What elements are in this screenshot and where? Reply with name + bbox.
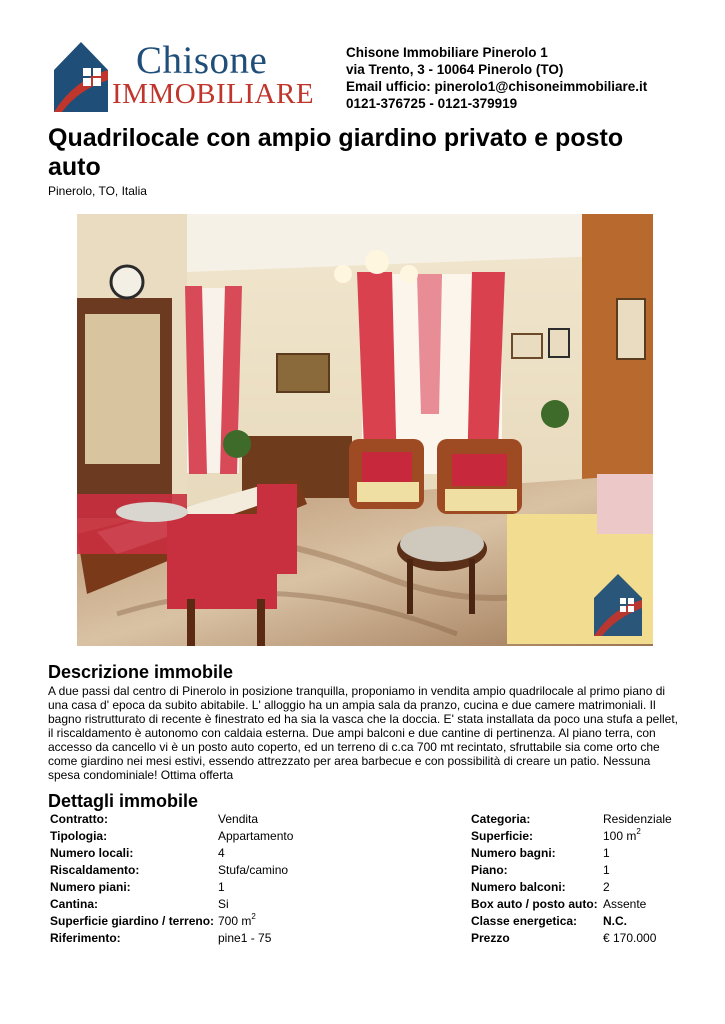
details-row: [48, 931, 688, 948]
detail-value: € 170.000: [603, 931, 657, 945]
detail-label: Piano:: [471, 863, 508, 877]
details-row: [48, 812, 688, 829]
detail-label: Numero balconi:: [471, 880, 566, 894]
detail-label: Superficie giardino / terreno:: [50, 914, 215, 928]
detail-value: Appartamento: [218, 829, 294, 843]
detail-label: Tipologia:: [50, 829, 108, 843]
detail-value: 4: [218, 846, 225, 860]
logo-wordmark-bottom: IMMOBILIARE: [112, 78, 315, 110]
details-row: [48, 863, 688, 880]
listing-location: Pinerolo, TO, Italia: [48, 184, 147, 198]
detail-label: Cantina:: [50, 897, 98, 911]
detail-label: Box auto / posto auto:: [471, 897, 598, 911]
house-logo-icon: [52, 40, 110, 114]
logo-wordmark-top: Chisone: [136, 39, 268, 82]
detail-value: Vendita: [218, 812, 259, 826]
details-heading: Dettagli immobile: [48, 791, 199, 811]
details-row: [48, 880, 688, 897]
detail-label: Riscaldamento:: [50, 863, 140, 877]
detail-label: Classe energetica:: [471, 914, 578, 928]
header: [48, 38, 688, 118]
detail-value: Stufa/camino: [218, 863, 289, 877]
details-row: [48, 914, 688, 931]
office-phones[interactable]: 0121-376725 - 0121-379919: [346, 96, 518, 111]
living-room-image: [77, 214, 653, 646]
listing-title: Quadrilocale con ampio giardino privato e posto auto: [48, 124, 624, 181]
detail-value: N.C.: [603, 914, 627, 928]
details-row: [48, 846, 688, 863]
detail-value: 700 $m^2$: [218, 912, 256, 928]
office-email[interactable]: Email ufficio: pinerolo1@chisoneimmobiliare.it: [346, 79, 648, 94]
detail-value: 2: [603, 880, 610, 894]
detail-value: 1: [603, 863, 610, 877]
detail-label: Superficie:: [471, 829, 534, 843]
detail-label: Numero locali:: [50, 846, 134, 860]
detail-label: Riferimento:: [50, 931, 121, 945]
office-contact: [346, 44, 647, 112]
company-logo: [52, 40, 327, 114]
detail-value: pine1 - 75: [218, 931, 272, 945]
office-name: Chisone Immobiliare Pinerolo 1: [346, 45, 548, 60]
description-heading: Descrizione immobile: [48, 662, 234, 682]
detail-value: 100 $m^2$: [603, 827, 641, 843]
detail-value: Si: [218, 897, 229, 911]
detail-value: Residenziale: [603, 812, 672, 826]
details-row: [48, 829, 688, 846]
detail-label: Contratto:: [50, 812, 108, 826]
detail-label: Prezzo: [471, 931, 510, 945]
listing-photo: [77, 214, 653, 646]
detail-label: Categoria:: [471, 812, 531, 826]
office-address: via Trento, 3 - 10064 Pinerolo (TO): [346, 62, 564, 77]
detail-value: 1: [218, 880, 225, 894]
detail-value: 1: [603, 846, 610, 860]
description-text: A due passi dal centro di Pinerolo in posizione tranquilla, proponiamo in vendita ampio quadrilocale al primo piano di una casa d' epoca da subito abitabile. L' alloggio ha un ampia sala da pranzo, cucina e due camere matrimoniali. Il bagno ristrutturato di recente è finestrato ed ha sia la vasca che la doccia. E' stata installata da poco una stufa a pellet, il riscaldamento è autonomo con caldaia esterna. Due ampi balconi e due cantine di pertinenza. Al piano terra, con accesso da cancello vi è un posto auto coperto, ed un terreno di c.ca 700 mt recintato, sfruttabile sia come orto che come giardino nei mesi estivi, essendo attrezzato per area barbecue e con possibilità di creare un patio. Nessuna spesa condominiale! Ottima offerta: [48, 684, 679, 782]
detail-value: Assente: [603, 897, 647, 911]
details-row: [48, 897, 688, 914]
detail-label: Numero bagni:: [471, 846, 556, 860]
detail-label: Numero piani:: [50, 880, 131, 894]
